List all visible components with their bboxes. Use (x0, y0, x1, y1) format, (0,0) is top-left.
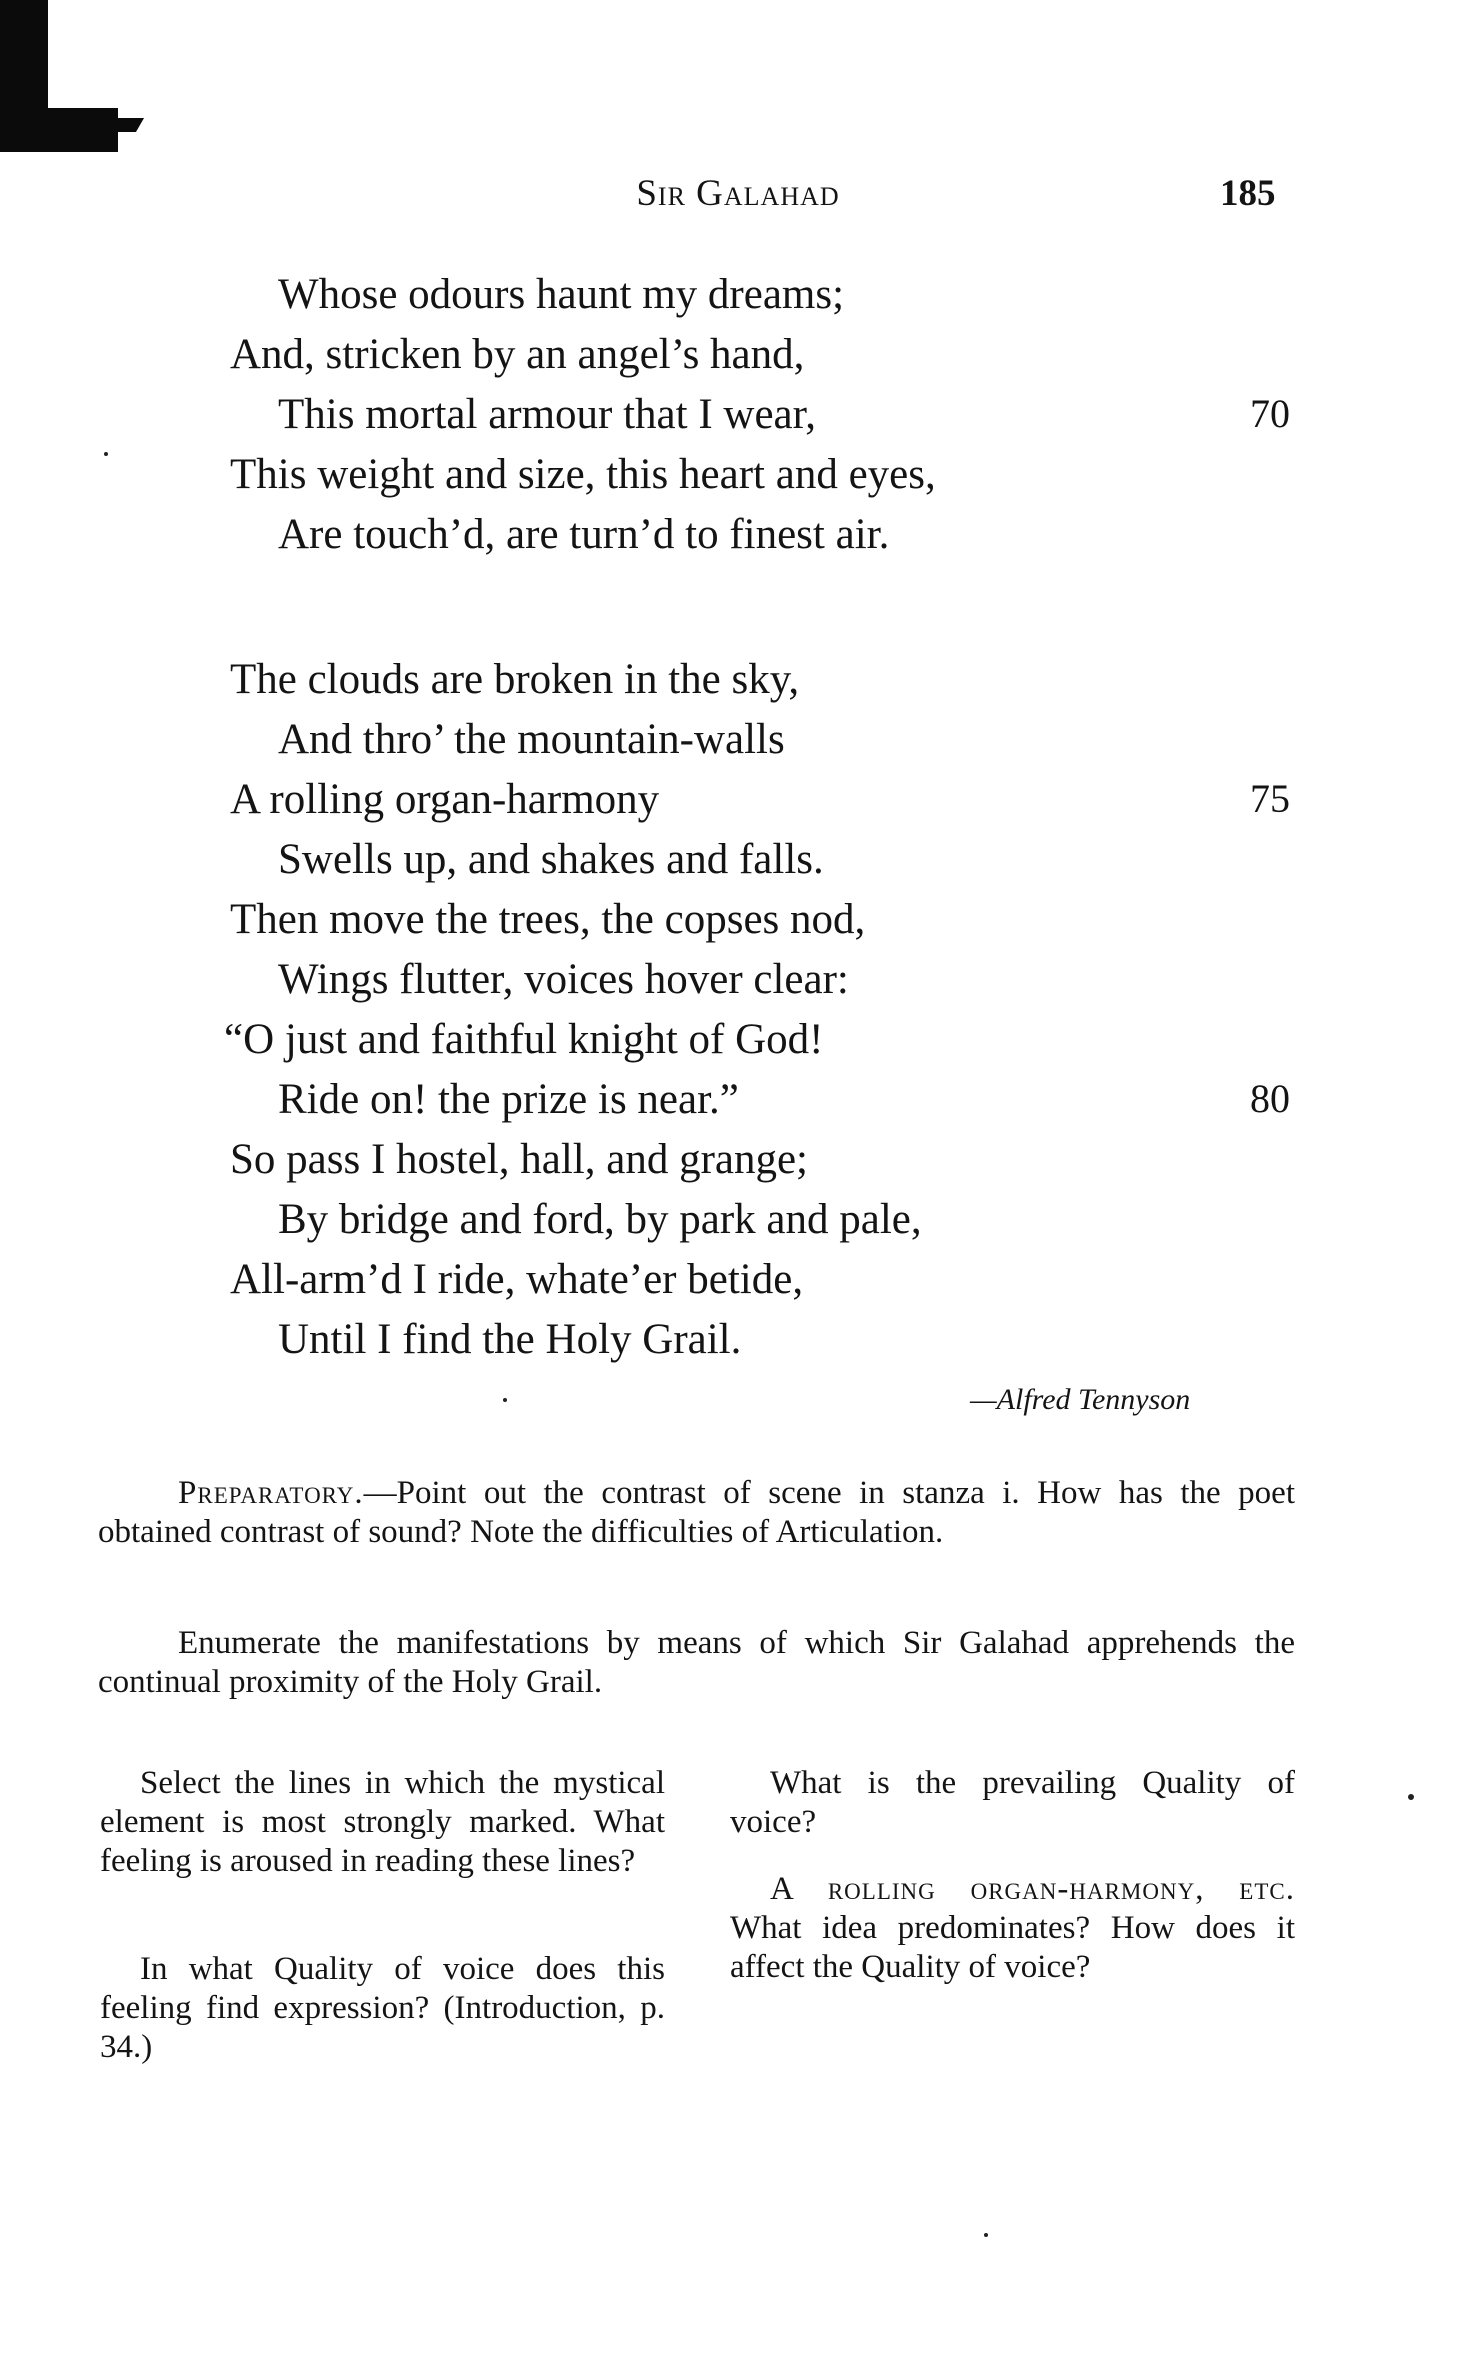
poem-line: This mortal armour that I wear, (278, 391, 816, 438)
line-number: 70 (1250, 391, 1290, 436)
poem-line: Are touch’d, are turn’d to finest air. (278, 511, 890, 558)
poem-line: “O just and faithful knight of God! (224, 1016, 824, 1063)
page-number: 185 (1220, 173, 1276, 214)
poem-line: Ride on! the prize is near.” (278, 1076, 739, 1123)
right-column-para2-text: What idea predominates? How does it affect the Quality of voice? (730, 1910, 1295, 1985)
enumerate-note: Enumerate the manifestations by means of which Sir Galahad apprehends the continual proximity of the Holy Grail. (98, 1625, 1295, 1700)
poem-line: So pass I hostel, hall, and grange; (230, 1136, 809, 1183)
poem-line: Swells up, and shakes and falls. (278, 836, 824, 883)
preparatory-text: —Point out the contrast of scene in stanza i. How has the poet obtained contrast of sound? Note the difficulties of Articulation. (98, 1475, 1295, 1550)
left-column-para2: In what Quality of voice does this feeling find expression? (Introduction, p. 34.) (100, 1951, 665, 2065)
print-speck (503, 1398, 507, 1402)
poem-line: Then move the trees, the copses nod, (230, 896, 866, 943)
poem-line: Wings flutter, voices hover clear: (278, 956, 849, 1003)
line-number: 80 (1250, 1076, 1290, 1121)
poem-line: A rolling organ-harmony (230, 776, 660, 823)
poem-line: All-arm’d I ride, whate’er betide, (230, 1256, 804, 1303)
poem-line: And thro’ the mountain-walls (278, 716, 785, 763)
print-speck (984, 2233, 988, 2237)
preparatory-label: Preparatory. (178, 1475, 364, 1511)
right-column-para1: What is the prevailing Quality of voice? (730, 1765, 1295, 1840)
poem-line: By bridge and ford, by park and pale, (278, 1196, 922, 1243)
right-column-para2-label: A rolling organ-harmony, etc. (770, 1871, 1295, 1907)
print-speck (1408, 1794, 1414, 1800)
page-corner-mark-tail (96, 118, 144, 132)
poem-line: Until I find the Holy Grail. (278, 1316, 742, 1363)
preparatory-note (98, 1474, 1295, 1552)
poem-line: The clouds are broken in the sky, (230, 656, 800, 703)
right-column-para2 (730, 1870, 1295, 1987)
attribution: —Alfred Tennyson (970, 1383, 1191, 1416)
running-head-title: Sir Galahad (636, 173, 840, 214)
print-speck (104, 452, 108, 456)
left-column-para1: Select the lines in which the mystical element is most strongly marked. What feeling is aroused in reading these lines? (100, 1765, 665, 1879)
line-number: 75 (1250, 776, 1290, 821)
poem-line: And, stricken by an angel’s hand, (230, 331, 805, 378)
poem-line: Whose odours haunt my dreams; (278, 271, 845, 318)
poem-line: This weight and size, this heart and eyes, (230, 451, 936, 498)
